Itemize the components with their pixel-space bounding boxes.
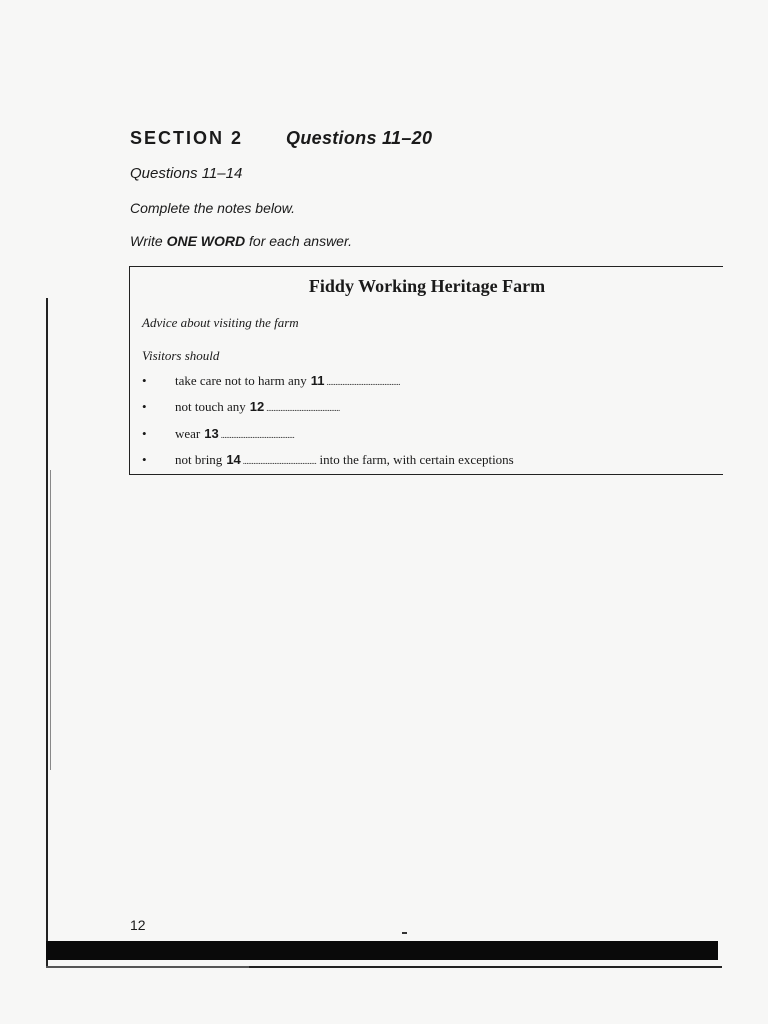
scan-edge-line-secondary xyxy=(50,470,51,770)
notes-advice-heading: Advice about visiting the farm xyxy=(142,315,299,330)
instruction-complete: Complete the notes below. xyxy=(130,200,295,216)
notes-title: Fiddy Working Heritage Farm xyxy=(308,276,546,296)
section-label: SECTION 2 xyxy=(130,128,244,148)
scan-edge-line xyxy=(46,298,48,968)
bullet: • xyxy=(142,373,147,388)
note-item-11 xyxy=(142,373,400,389)
question-number: 12 xyxy=(249,399,265,414)
answer-blank[interactable]: .......................................... xyxy=(326,377,400,387)
bullet: • xyxy=(142,399,147,414)
note-item-12 xyxy=(142,399,340,415)
note-item-14 xyxy=(142,452,514,468)
page-number: 12 xyxy=(130,917,146,933)
note-item-13 xyxy=(142,426,294,442)
note-text: wear xyxy=(175,426,201,441)
instruction-write-prefix: Write xyxy=(130,233,167,249)
instruction-write-suffix: for each answer. xyxy=(245,233,352,249)
question-number: 14 xyxy=(226,452,241,467)
notes-box xyxy=(129,266,723,475)
section-heading xyxy=(130,128,432,149)
note-text: not bring xyxy=(175,452,223,467)
instruction-write-bold: ONE WORD xyxy=(166,233,246,249)
question-number: 13 xyxy=(204,426,219,441)
bullet: • xyxy=(142,452,147,467)
note-text: not touch any xyxy=(175,399,246,414)
questions-range: Questions 11–20 xyxy=(286,128,433,148)
notes-visitors-heading: Visitors should xyxy=(142,348,220,363)
scan-bottom-rule xyxy=(46,966,722,968)
scan-speck xyxy=(402,932,407,934)
bullet: • xyxy=(142,426,147,441)
instruction-write xyxy=(130,233,352,249)
answer-blank[interactable]: .......................................... xyxy=(266,403,340,413)
question-number: 11 xyxy=(310,373,325,388)
answer-blank[interactable]: .......................................... xyxy=(242,456,317,466)
scan-black-bar xyxy=(46,941,718,960)
sub-questions-range: Questions 11–14 xyxy=(130,165,243,182)
answer-blank[interactable]: .......................................... xyxy=(220,430,295,440)
note-text-after: into the farm, with certain exceptions xyxy=(316,452,514,467)
note-text: take care not to harm any xyxy=(175,373,307,388)
